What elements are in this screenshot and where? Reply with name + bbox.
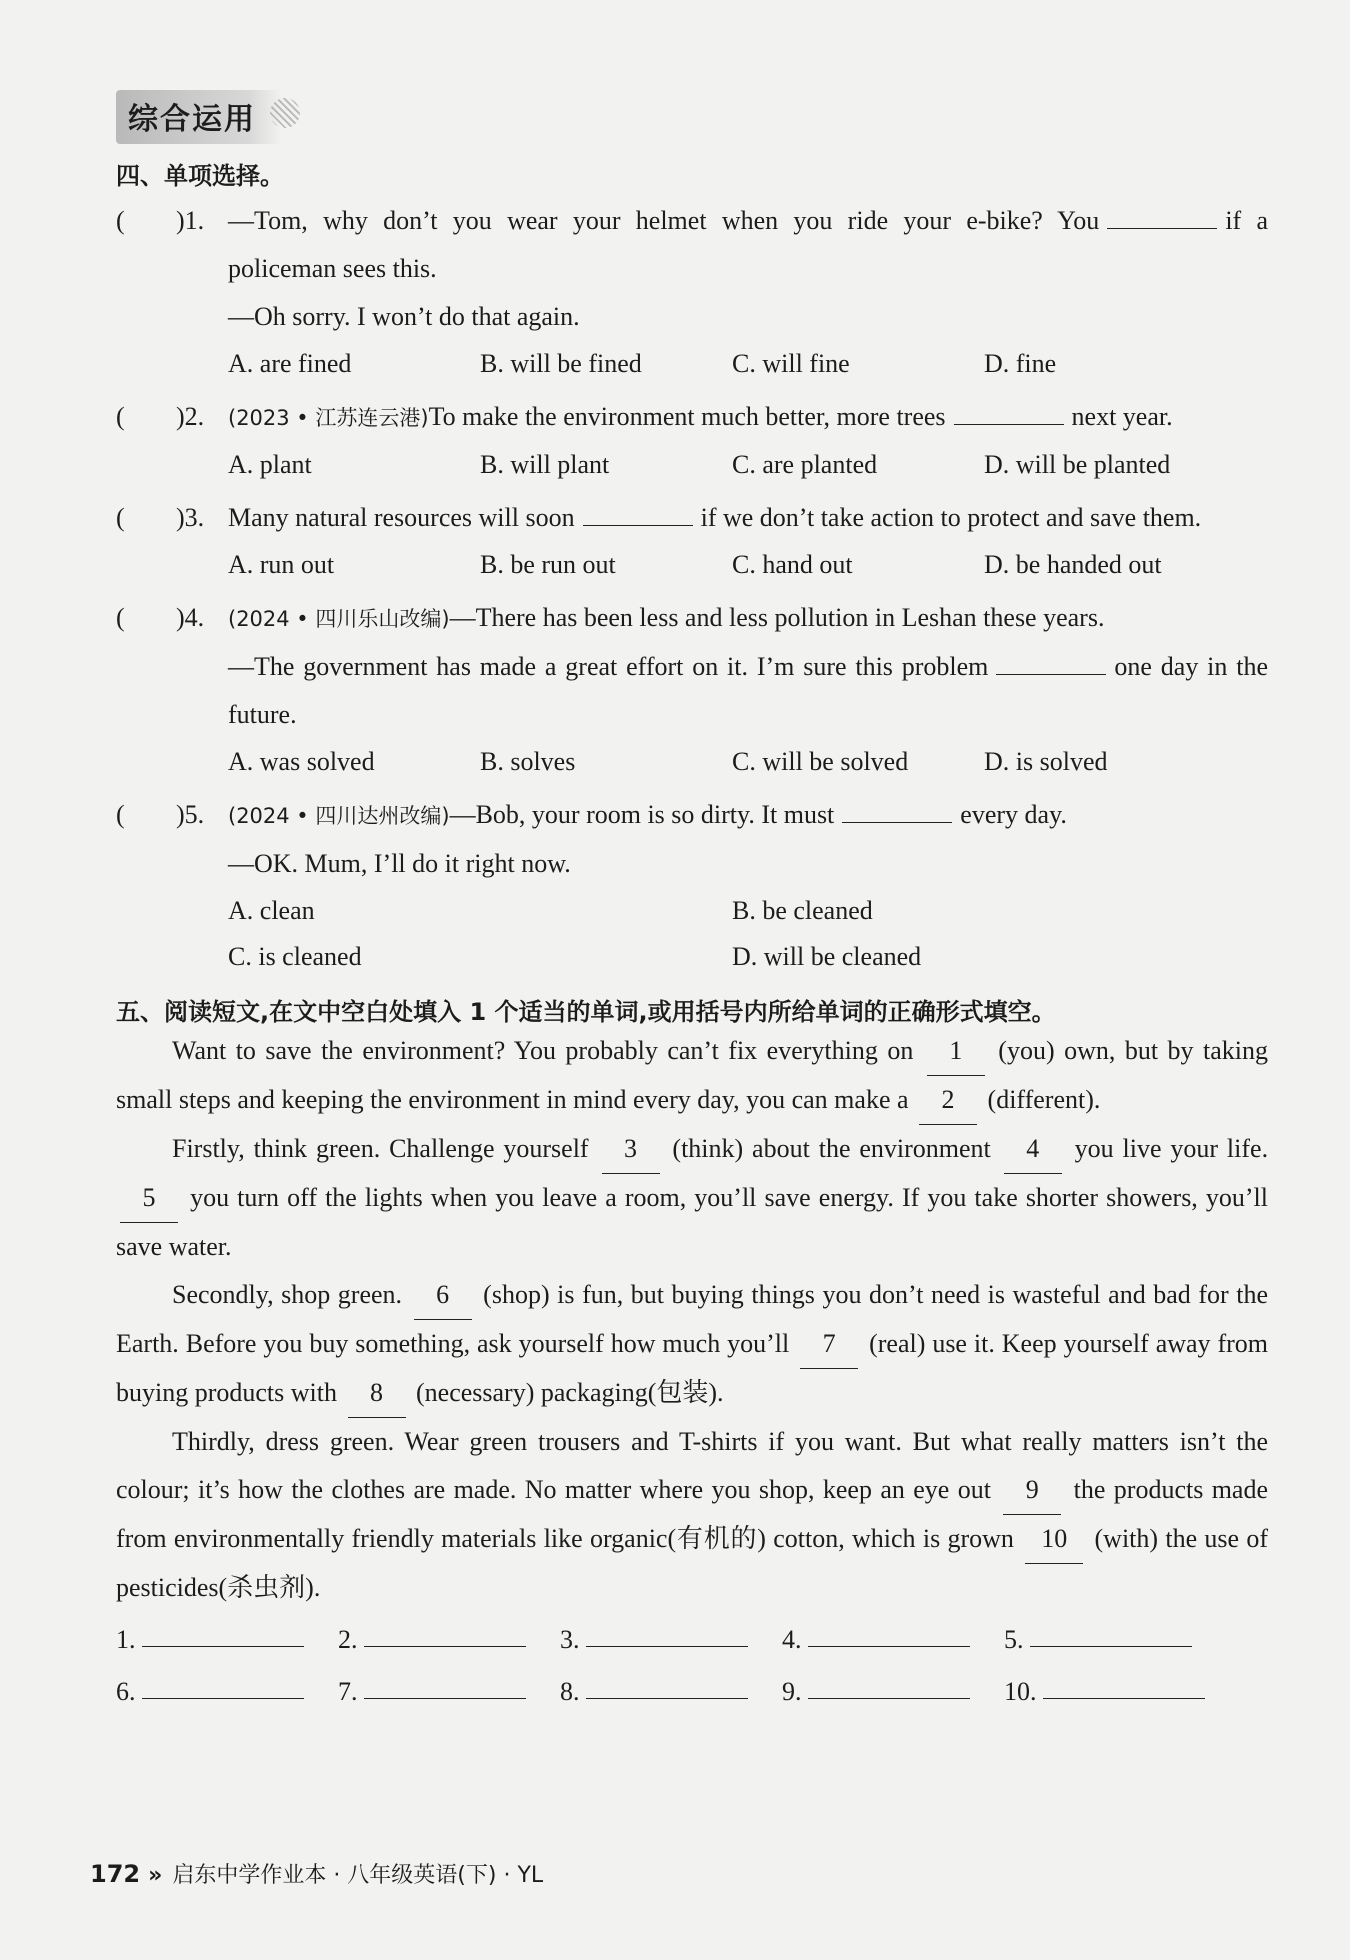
section-banner xyxy=(116,90,282,144)
q-text: To make the environment much better, more trees xyxy=(428,402,946,431)
answer-slot xyxy=(338,1616,560,1664)
passage-blank-7: 7 xyxy=(800,1320,858,1369)
answer-row-1 xyxy=(116,1616,1268,1664)
answer-slot xyxy=(1004,1616,1226,1664)
options xyxy=(228,739,1268,785)
answer-line[interactable] xyxy=(1043,1668,1205,1699)
option-c: C. is cleaned xyxy=(228,942,362,971)
q-text: every day. xyxy=(960,800,1067,829)
question-text xyxy=(228,393,1268,442)
question-reply: —Oh sorry. I won’t do that again. xyxy=(228,302,580,331)
question-source: (2023 • 江苏连云港) xyxy=(228,406,429,430)
answer-slot xyxy=(338,1668,560,1716)
answer-bracket[interactable]: ( xyxy=(116,402,164,431)
answer-line[interactable] xyxy=(142,1668,304,1699)
passage-text: you live your life. xyxy=(1074,1134,1269,1163)
option-a: A. plant xyxy=(228,450,312,479)
option-a: A. run out xyxy=(228,550,335,579)
option-d: D. will be cleaned xyxy=(732,942,922,971)
options-row-1 xyxy=(228,888,1268,934)
q-text: if a xyxy=(1225,206,1269,235)
passage-text: Firstly, think green. Challenge yourself xyxy=(172,1134,589,1163)
answer-slot xyxy=(782,1668,1004,1716)
banner-decoration xyxy=(270,98,300,128)
option-d: D. fine xyxy=(984,349,1057,378)
question-text xyxy=(228,791,1268,840)
q-text: policeman sees this. xyxy=(228,254,437,283)
option-b: B. be cleaned xyxy=(732,896,873,925)
question-number: )5. xyxy=(176,800,205,829)
section4-title: 四、单项选择。 xyxy=(116,162,284,190)
passage-blank-10: 10 xyxy=(1025,1515,1083,1564)
passage-blank-1: 1 xyxy=(927,1027,985,1076)
answer-blank[interactable] xyxy=(996,648,1106,675)
passage-blank-6: 6 xyxy=(414,1271,472,1320)
q-text: —There has been less and less pollution in Leshan these years. xyxy=(449,603,1105,632)
answer-bracket[interactable]: ( xyxy=(116,206,164,235)
options xyxy=(228,442,1268,488)
answer-slot xyxy=(560,1616,782,1664)
passage-text: the products made from environmentally friendly materials like organic(有机的) cotton, which is grown xyxy=(116,1475,1269,1553)
q-text: them. xyxy=(1142,503,1202,532)
passage-text: (with) the use of pesticides(杀虫剂). xyxy=(116,1524,1269,1602)
answer-slot xyxy=(1004,1668,1226,1716)
option-d: D. is solved xyxy=(984,747,1108,776)
passage-blank-5: 5 xyxy=(120,1174,178,1223)
answer-row-2 xyxy=(116,1668,1268,1716)
question-1 xyxy=(116,197,1268,387)
question-source: (2024 • 四川达州改编) xyxy=(228,804,450,828)
question-2 xyxy=(116,393,1268,488)
q-text: one xyxy=(1114,652,1152,681)
option-c: C. will fine xyxy=(732,349,850,378)
option-b: B. will plant xyxy=(480,450,610,479)
answer-label: 5. xyxy=(1004,1625,1024,1654)
answer-bracket[interactable]: ( xyxy=(116,503,164,532)
answer-label: 7. xyxy=(338,1677,358,1706)
question-text xyxy=(228,494,1268,542)
option-c: C. are planted xyxy=(732,450,878,479)
passage-text: Secondly, shop green. xyxy=(172,1280,403,1309)
answer-line[interactable] xyxy=(586,1616,748,1647)
q-text: year. xyxy=(1122,402,1173,431)
answer-label: 3. xyxy=(560,1625,580,1654)
answer-slot xyxy=(116,1616,338,1664)
answer-line[interactable] xyxy=(142,1616,304,1647)
answer-blank[interactable] xyxy=(1107,202,1217,229)
passage-text: (different). xyxy=(987,1085,1101,1114)
page-number: 172 xyxy=(90,1860,141,1888)
options-row-2 xyxy=(228,934,1268,980)
answer-slot xyxy=(560,1668,782,1716)
question-5 xyxy=(116,791,1268,980)
question-4 xyxy=(116,594,1268,785)
option-b: B. solves xyxy=(480,747,576,776)
passage-text: (shop) is fun, but buying things you don’t need is wasteful and bad for the Earth. Before you buy something, ask yourself how much you’ll xyxy=(116,1280,1268,1358)
question-3 xyxy=(116,494,1268,588)
option-a: A. are fined xyxy=(228,349,352,378)
passage-text: Want to save the environment? You probably can’t fix everything on xyxy=(172,1036,914,1065)
question-text xyxy=(228,594,1268,643)
question-number: )1. xyxy=(176,206,205,235)
answer-blank[interactable] xyxy=(954,398,1064,425)
question-number: )4. xyxy=(176,603,205,632)
answer-label: 10. xyxy=(1004,1677,1037,1706)
answer-label: 2. xyxy=(338,1625,358,1654)
q-text: day in the future. xyxy=(228,652,1268,729)
answer-line[interactable] xyxy=(808,1616,970,1647)
passage-text: you turn off the lights when you leave a room, you’ll save energy. If you take shorter showers, you’ll save water. xyxy=(116,1183,1269,1261)
q-text: —Bob, your room is so dirty. It must xyxy=(449,800,835,829)
passage-paragraph-3 xyxy=(116,1271,1268,1418)
answer-label: 4. xyxy=(782,1625,802,1654)
option-c: C. will be solved xyxy=(732,747,909,776)
q-text: next xyxy=(1071,402,1117,431)
passage-blank-2: 2 xyxy=(919,1076,977,1125)
passage-blank-8: 8 xyxy=(348,1369,406,1418)
question-reply xyxy=(228,643,1268,739)
question-reply: —OK. Mum, I’ll do it right now. xyxy=(228,849,571,878)
section5-title: 五、阅读短文,在文中空白处填入 1 个适当的单词,或用括号内所给单词的正确形式填空。 xyxy=(116,998,1056,1026)
q-text: if we don’t take action to protect and save xyxy=(700,503,1137,532)
footer-text: 启东中学作业本 · 八年级英语(下) · YL xyxy=(172,1863,544,1888)
answer-label: 1. xyxy=(116,1625,136,1654)
question-number: )2. xyxy=(176,402,205,431)
option-b: B. will be fined xyxy=(480,349,642,378)
answer-line[interactable] xyxy=(364,1616,526,1647)
answer-blank[interactable] xyxy=(842,796,952,823)
passage-paragraph-2 xyxy=(116,1125,1268,1271)
answer-line[interactable] xyxy=(1030,1616,1192,1647)
passage-paragraph-1 xyxy=(116,1027,1268,1125)
answer-label: 9. xyxy=(782,1677,802,1706)
options xyxy=(228,341,1268,387)
passage-paragraph-4 xyxy=(116,1418,1268,1612)
q-text: Many natural resources will soon xyxy=(228,503,575,532)
answer-slot xyxy=(782,1616,1004,1664)
passage-text: Thirdly, dress green. Wear green trousers and T-shirts if you want. But what really matters isn’t the colour; it’s how the clothes are made. No matter where you shop, keep an eye out xyxy=(116,1427,1268,1504)
answer-line[interactable] xyxy=(364,1668,526,1699)
answer-bracket[interactable]: ( xyxy=(116,800,164,829)
option-a: A. was solved xyxy=(228,747,375,776)
option-d: D. will be planted xyxy=(984,450,1171,479)
banner-text: 综合运用 xyxy=(128,102,256,137)
question-text xyxy=(228,197,1268,293)
question-source: (2024 • 四川乐山改编) xyxy=(228,607,450,631)
passage-blank-3: 3 xyxy=(602,1125,660,1174)
page-footer xyxy=(90,1858,543,1889)
passage-text: (think) about the environment xyxy=(672,1134,991,1163)
answer-blank[interactable] xyxy=(583,499,693,526)
answer-slot xyxy=(116,1668,338,1716)
q-text: —The government has made a great effort on it. I’m sure this problem xyxy=(228,652,989,681)
q-text: —Tom, why don’t you wear your helmet when you ride your e-bike? You xyxy=(228,206,1100,235)
passage-text: (real) use it. Keep yourself away from buying products with xyxy=(116,1329,1269,1407)
option-d: D. be handed out xyxy=(984,550,1162,579)
double-arrow-icon: » xyxy=(148,1863,163,1888)
passage-blank-4: 4 xyxy=(1004,1125,1062,1174)
options xyxy=(228,542,1268,588)
passage-blank-9: 9 xyxy=(1003,1466,1061,1515)
question-number: )3. xyxy=(176,503,205,532)
answer-label: 6. xyxy=(116,1677,136,1706)
answer-label: 8. xyxy=(560,1677,580,1706)
passage-text: (you) own, but by taking small steps and keeping the environment in mind every day, you can make a xyxy=(116,1036,1269,1114)
option-a: A. clean xyxy=(228,896,315,925)
answer-line[interactable] xyxy=(808,1668,970,1699)
option-b: B. be run out xyxy=(480,550,616,579)
answer-line[interactable] xyxy=(586,1668,748,1699)
answer-bracket[interactable]: ( xyxy=(116,603,164,632)
option-c: C. hand out xyxy=(732,550,853,579)
passage-text: (necessary) packaging(包装). xyxy=(416,1378,724,1407)
